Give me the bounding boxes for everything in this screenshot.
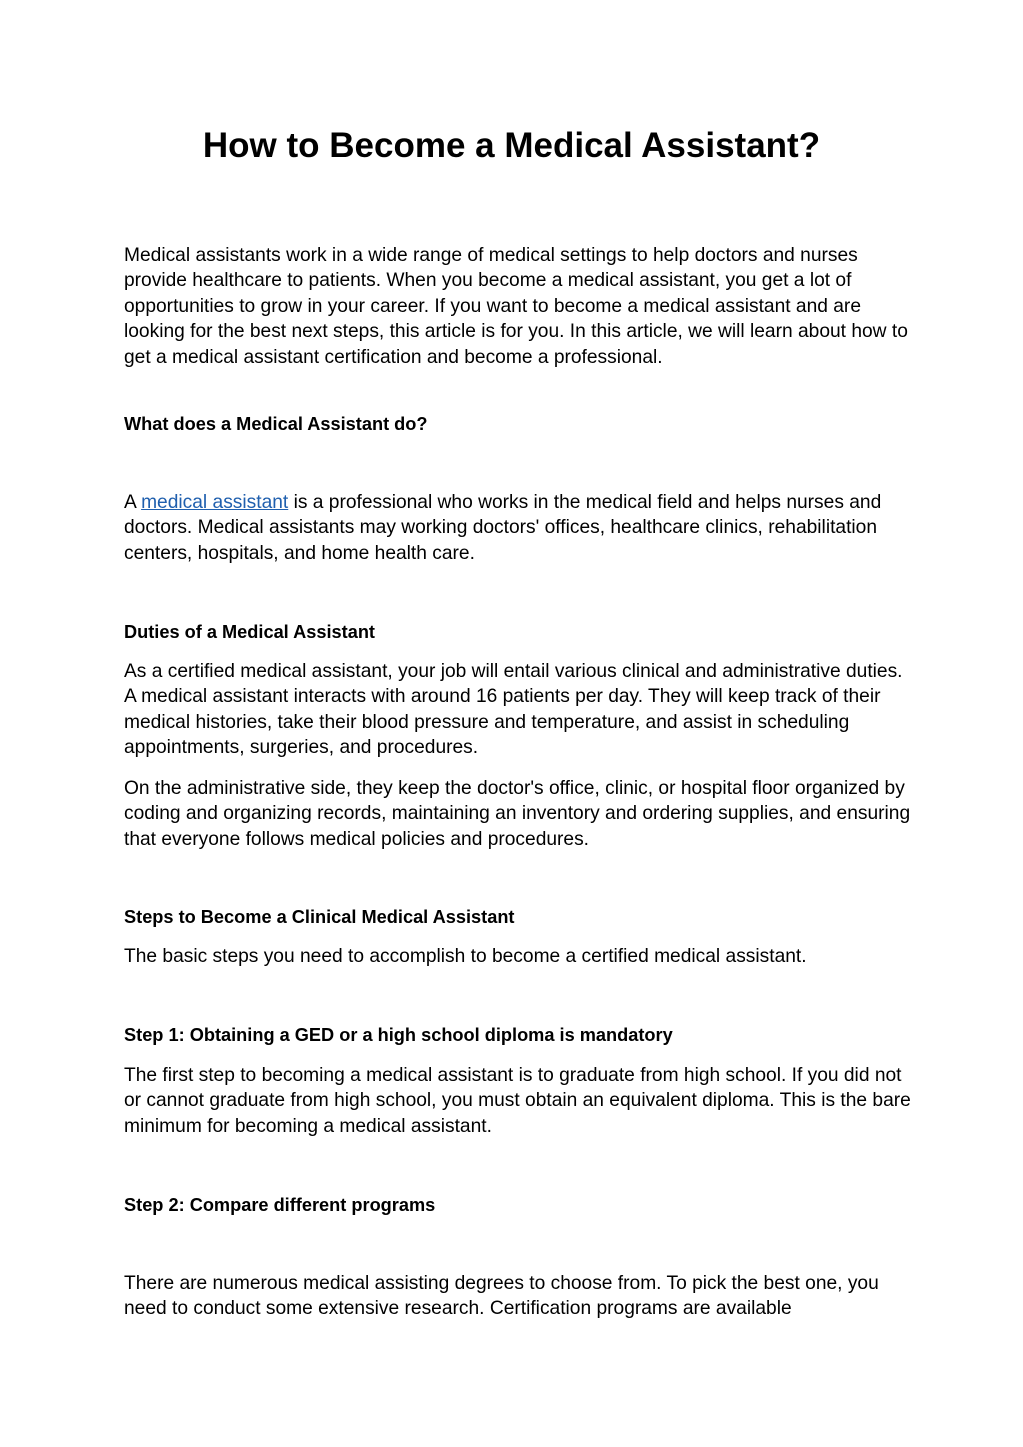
section-heading-duties: Duties of a Medical Assistant	[124, 622, 375, 642]
what-does-paragraph	[124, 490, 914, 566]
steps-paragraph: The basic steps you need to accomplish to become a certified medical assistant.	[124, 946, 807, 967]
what-does-suffix: is a professional who works in the medical field and helps nurses and doctors. Medical assistants may working doctors' offices, healthcare clinics, rehabilitation centers, hospitals, and home health care.	[124, 492, 882, 564]
step2-paragraph: There are numerous medical assisting degrees to choose from. To pick the best one, you need to conduct some extensive research. Certification programs are available	[124, 1273, 879, 1320]
what-does-prefix: A	[124, 492, 142, 513]
section-heading-step2: Step 2: Compare different programs	[124, 1195, 436, 1215]
section-heading-what-does: What does a Medical Assistant do?	[124, 414, 428, 434]
section-heading-steps: Steps to Become a Clinical Medical Assistant	[124, 907, 515, 927]
medical-assistant-link[interactable]: medical assistant	[141, 492, 289, 513]
section-heading-step1: Step 1: Obtaining a GED or a high school diploma is mandatory	[124, 1025, 673, 1045]
step1-paragraph: The first step to becoming a medical assistant is to graduate from high school. If you did not or cannot graduate from high school, you must obtain an equivalent diploma. This is the bare minimum for becoming a medical assistant.	[124, 1065, 911, 1137]
intro-paragraph: Medical assistants work in a wide range of medical settings to help doctors and nurses provide healthcare to patients. When you become a medical assistant, you get a lot of opportunities to grow in your career. If you want to become a medical assistant and are looking for the best next steps, this article is for you. In this article, we will learn about how to get a medical assistant certification and become a professional.	[124, 245, 908, 368]
duties-paragraph-administrative: On the administrative side, they keep the doctor's office, clinic, or hospital floor organized by coding and organizing records, maintaining an inventory and ordering supplies, and ensuring that everyone follows medical policies and procedures.	[124, 778, 911, 850]
duties-paragraph-clinical: As a certified medical assistant, your job will entail various clinical and administrative duties. A medical assistant interacts with around 16 patients per day. They will keep track of their medical histories, take their blood pressure and temperature, and assist in scheduling appointments, surgeries, and procedures.	[124, 661, 903, 759]
page-title: How to Become a Medical Assistant?	[202, 126, 821, 165]
